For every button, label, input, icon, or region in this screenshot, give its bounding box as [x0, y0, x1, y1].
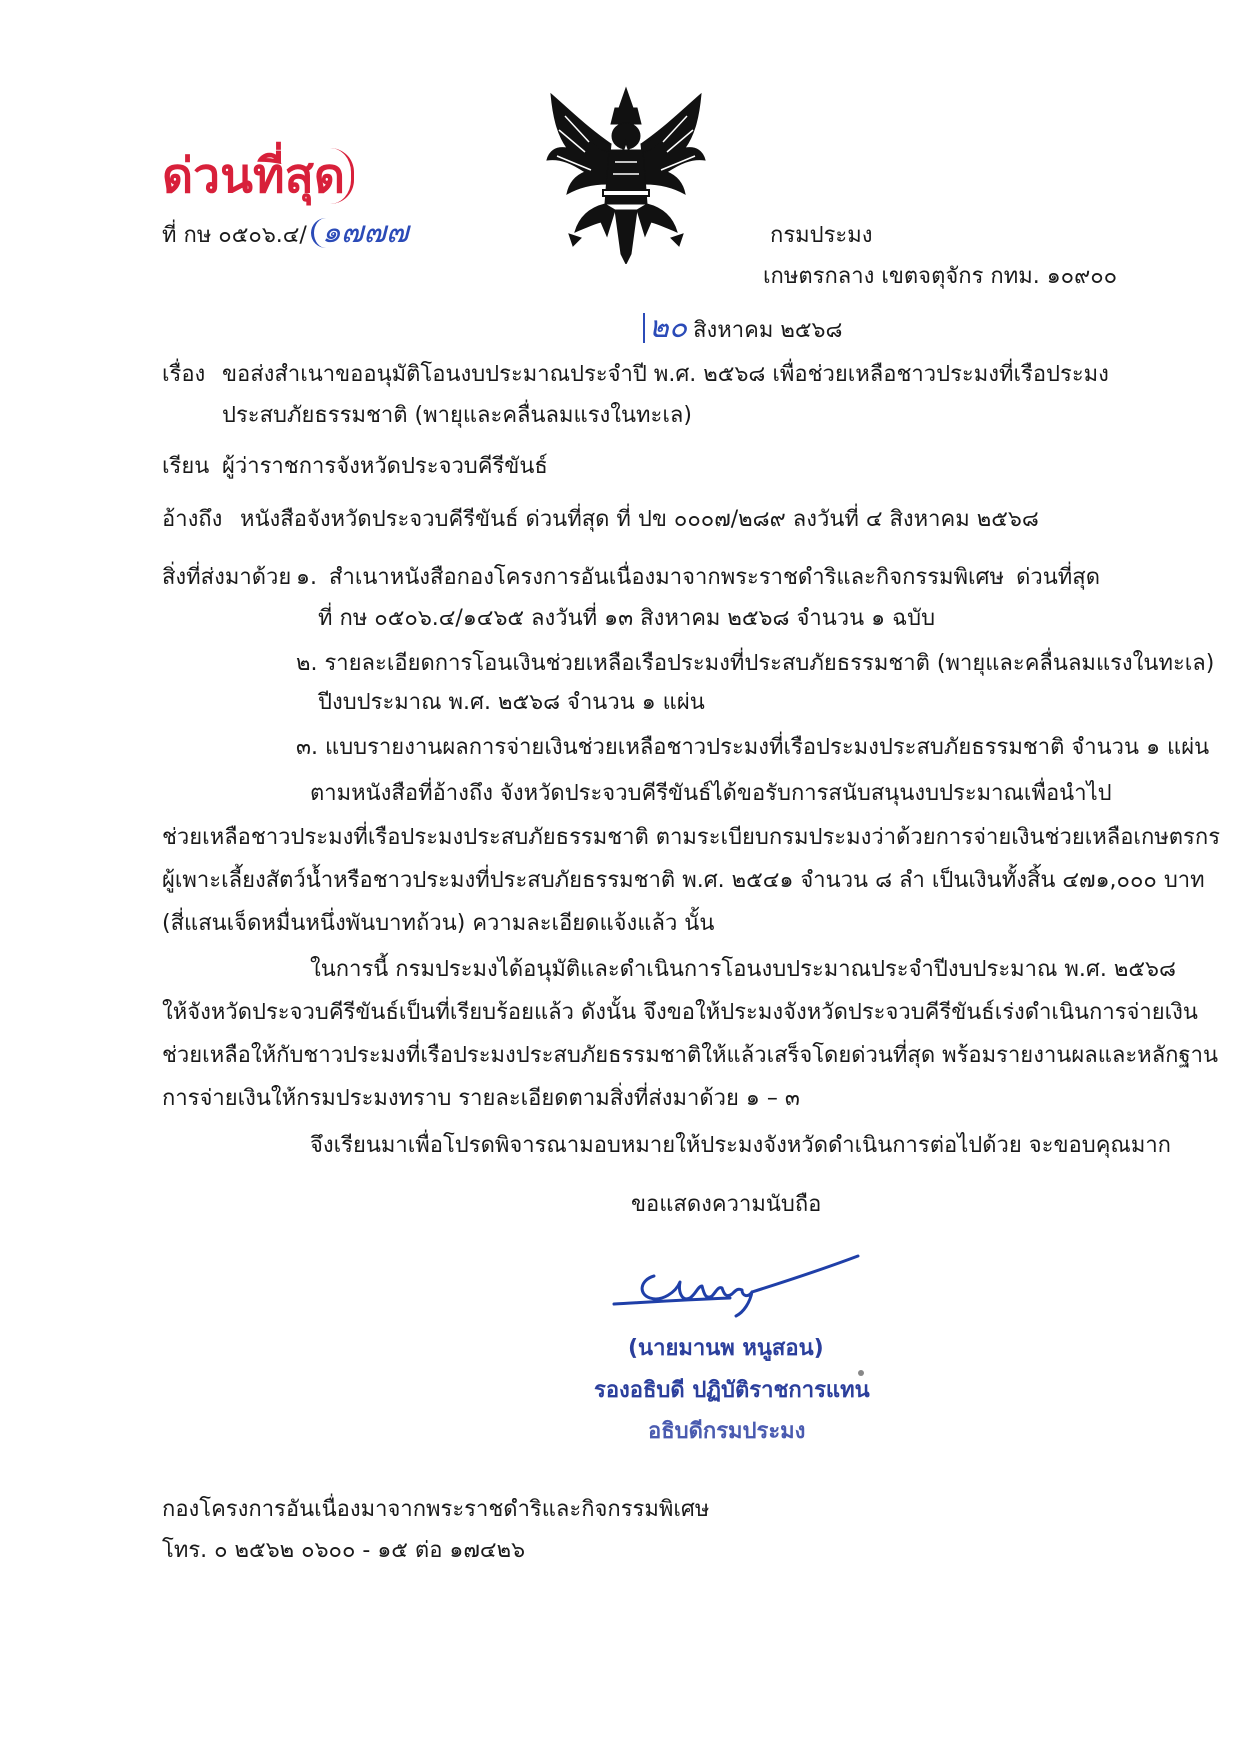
document-number-handwritten: ๑๗๗๗	[311, 218, 427, 248]
enclosure-2-line-1: ๒. รายละเอียดการโอนเงินช่วยเหลือเรือประมงที่ประสบภัยธรรมชาติ (พายุและคลื่นลมแรงในทะเล)	[296, 651, 1215, 676]
urgency-stamp: ด่วนที่สุด	[162, 148, 354, 204]
date-month-year: สิงหาคม ๒๕๖๘	[693, 318, 843, 343]
handwritten-signature-icon	[610, 1246, 860, 1326]
enclosures-label: สิ่งที่ส่งมาด้วย	[162, 565, 292, 590]
date-day-handwritten: ๒๐	[643, 313, 687, 343]
para2-line-2: ให้จังหวัดประจวบคีรีขันธ์เป็นที่เรียบร้อยแล้ว ดังนั้น จึงขอให้ประมงจังหวัดประจวบคีรีขันธ์เร่งดำเนินการจ่ายเงิน	[162, 1000, 1198, 1025]
para2-line-4: การจ่ายเงินให้กรมประมงทราบ รายละเอียดตามสิ่งที่ส่งมาด้วย ๑ – ๓	[162, 1086, 800, 1111]
enclosure-3-line-1: ๓. แบบรายงานผลการจ่ายเงินช่วยเหลือชาวประมงที่เรือประมงประสบภัยธรรมชาติ จำนวน ๑ แผ่น	[296, 735, 1210, 760]
enclosure-1-line-1: ๑. สำเนาหนังสือกองโครงการอันเนื่องมาจากพระราชดำริและกิจกรรมพิเศษ ด่วนที่สุด	[296, 565, 1100, 590]
letter-date	[643, 310, 843, 346]
ink-dot	[858, 1370, 864, 1376]
signatory-name: (นายมานพ หนูสอน)	[628, 1336, 824, 1361]
document-number	[162, 215, 427, 251]
recipient-text: ผู้ว่าราชการจังหวัดประจวบคีรีขันธ์	[222, 454, 548, 479]
signatory-position: รองอธิบดี ปฏิบัติราชการแทน	[594, 1378, 870, 1403]
subject-line-2: ประสบภัยธรรมชาติ (พายุและคลื่นลมแรงในทะเล)	[222, 403, 692, 428]
para1-line-1: ตามหนังสือที่อ้างถึง จังหวัดประจวบคีรีขันธ์ได้ขอรับการสนับสนุนงบประมาณเพื่อนำไป	[310, 781, 1112, 806]
footer-division: กองโครงการอันเนื่องมาจากพระราชดำริและกิจกรรมพิเศษ	[162, 1497, 710, 1522]
para1-line-4: (สี่แสนเจ็ดหมื่นหนึ่งพันบาทถ้วน) ความละเอียดแจ้งแล้ว นั้น	[162, 911, 715, 936]
para1-line-3: ผู้เพาะเลี้ยงสัตว์น้ำหรือชาวประมงที่ประสบภัยธรรมชาติ พ.ศ. ๒๕๔๑ จำนวน ๘ ลำ เป็นเงินทั้งสิ้น ๔๗๑,๐๐๐ บาท	[162, 868, 1205, 893]
closing-request: จึงเรียนมาเพื่อโปรดพิจารณามอบหมายให้ประมงจังหวัดดำเนินการต่อไปด้วย จะขอบคุณมาก	[310, 1133, 1171, 1158]
subject-label: เรื่อง	[162, 362, 206, 387]
para1-line-2: ช่วยเหลือชาวประมงที่เรือประมงประสบภัยธรรมชาติ ตามระเบียบกรมประมงว่าด้วยการจ่ายเงินช่วยเหลือเกษตรกร	[162, 825, 1221, 850]
footer-phone: โทร. ๐ ๒๕๖๒ ๐๖๐๐ - ๑๕ ต่อ ๑๗๔๒๖	[162, 1538, 526, 1563]
salutation: ขอแสดงความนับถือ	[631, 1192, 822, 1217]
reference-text: หนังสือจังหวัดประจวบคีรีขันธ์ ด่วนที่สุด ที่ ปข ๐๐๐๗/๒๘๙ ลงวันที่ ๔ สิงหาคม ๒๕๖๘	[240, 507, 1039, 532]
garuda-emblem-icon	[545, 86, 707, 264]
reference-label: อ้างถึง	[162, 507, 223, 532]
org-name: กรมประมง	[770, 223, 873, 248]
subject-line-1: ขอส่งสำเนาขออนุมัติโอนงบประมาณประจำปี พ.ศ. ๒๕๖๘ เพื่อช่วยเหลือชาวประมงที่เรือประมง	[222, 362, 1109, 387]
para2-line-3: ช่วยเหลือให้กับชาวประมงที่เรือประมงประสบภัยธรรมชาติให้แล้วเสร็จโดยด่วนที่สุด พร้อมรายงานผลและหลักฐาน	[162, 1043, 1219, 1068]
org-address: เกษตรกลาง เขตจตุจักร กทม. ๑๐๙๐๐	[763, 264, 1118, 289]
recipient-label: เรียน	[162, 454, 210, 479]
signatory-title: อธิบดีกรมประมง	[648, 1419, 806, 1444]
enclosure-1-line-2: ที่ กษ ๐๕๐๖.๔/๑๔๖๕ ลงวันที่ ๑๓ สิงหาคม ๒๕๖๘ จำนวน ๑ ฉบับ	[318, 606, 936, 631]
para2-line-1: ในการนี้ กรมประมงได้อนุมัติและดำเนินการโอนงบประมาณประจำปีงบประมาณ พ.ศ. ๒๕๖๘	[310, 957, 1176, 982]
enclosure-2-line-2: ปีงบประมาณ พ.ศ. ๒๕๖๘ จำนวน ๑ แผ่น	[318, 690, 705, 715]
document-number-prefix: ที่ กษ ๐๕๐๖.๔/	[162, 223, 307, 248]
